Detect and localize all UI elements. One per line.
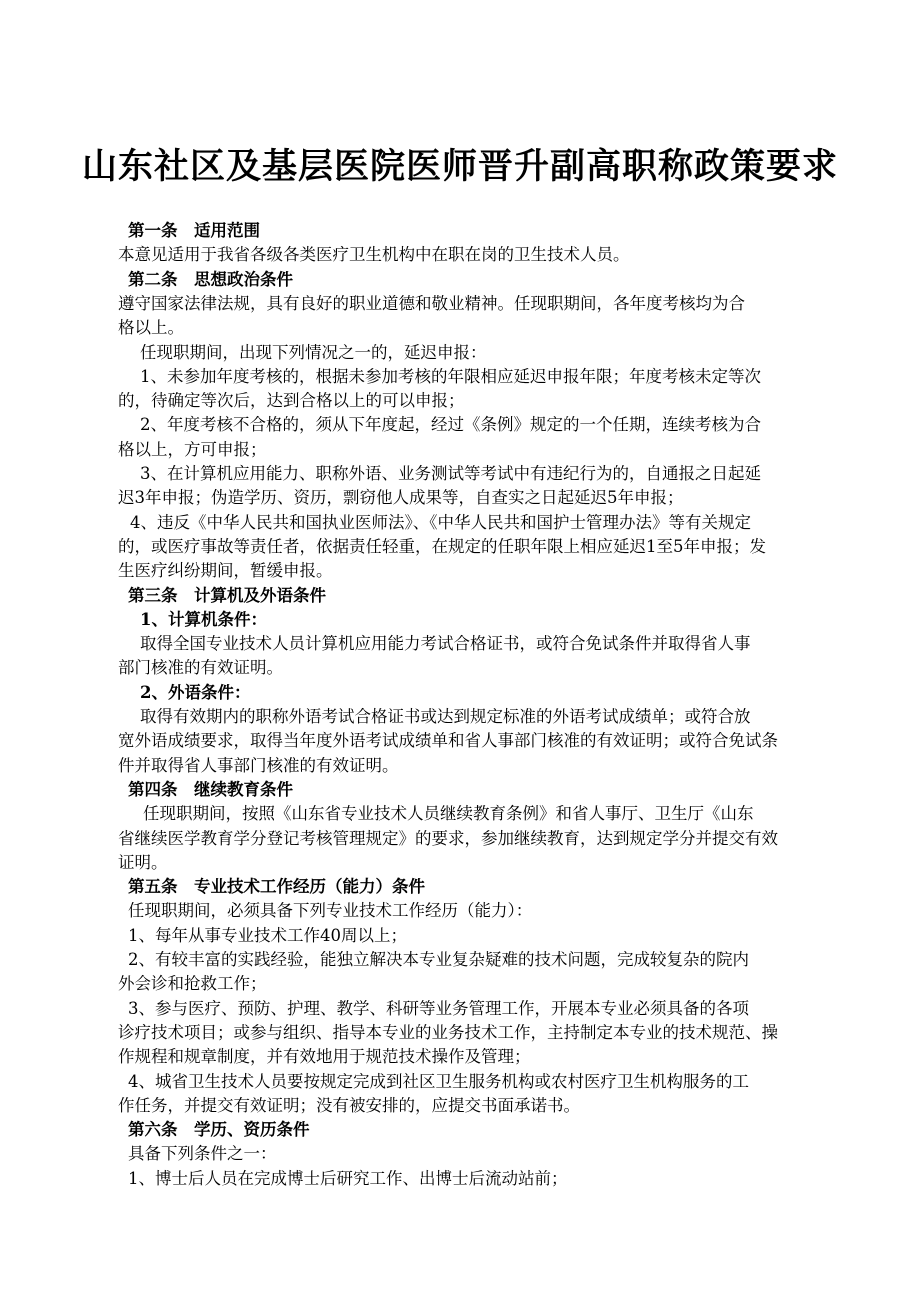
- paragraph-line: 宽外语成绩要求，取得当年度外语考试成绩单和省人事部门核准的有效证明；或符合免试条: [118, 731, 778, 751]
- section-heading: 1、计算机条件：: [140, 609, 267, 629]
- paragraph-line: 1、未参加年度考核的，根据未参加考核的年限相应延迟申报年限；年度考核未定等次: [140, 366, 761, 386]
- section-heading: 第二条 思想政治条件: [128, 269, 293, 289]
- paragraph-line: 的，或医疗事故等责任者，依据责任轻重，在规定的任职年限上相应延迟1至5年申报；发: [118, 536, 766, 556]
- paragraph-line: 2、有较丰富的实践经验，能独立解决本专业复杂疑难的技术问题，完成较复杂的院内: [128, 950, 749, 969]
- section-heading: 第三条 计算机及外语条件: [128, 585, 326, 605]
- paragraph-line: 任现职期间，出现下列情况之一的，延迟申报：: [140, 342, 487, 362]
- paragraph-line: 任现职期间，必须具备下列专业技术工作经历（能力）：: [128, 901, 533, 921]
- paragraph-line: 1、博士后人员在完成博士后研究工作、出博士后流动站前；: [128, 1168, 568, 1188]
- paragraph-line: 2、年度考核不合格的，须从下年度起，经过《条例》规定的一个任期，连续考核为合: [140, 415, 761, 435]
- paragraph-line: 1、每年从事专业技术工作40周以上；: [128, 925, 407, 945]
- paragraph-line: 格以上，方可申报；: [118, 439, 267, 459]
- paragraph-line: 作任务，并提交有效证明；没有被安排的，应提交书面承诺书。: [118, 1095, 580, 1115]
- paragraph-line: 4、违反《中华人民共和国执业医师法》、《中华人民共和国护士管理办法》等有关规定: [130, 512, 751, 532]
- paragraph-line: 部门核准的有效证明。: [118, 658, 283, 678]
- paragraph-line: 3、在计算机应用能力、职称外语、业务测试等考试中有违纪行为的，自通报之日起延: [140, 464, 761, 483]
- paragraph-line: 外会诊和抢救工作；: [118, 974, 267, 994]
- paragraph-line: 取得全国专业技术人员计算机应用能力考试合格证书，或符合免试条件并取得省人事: [140, 634, 751, 654]
- paragraph-line: 省继续医学教育学分登记考核管理规定》的要求，参加继续教育，达到规定学分并提交有效: [118, 828, 778, 848]
- paragraph-line: 迟3年申报；伪造学历、资历，剽窃他人成果等，自查实之日起延迟5年申报；: [118, 488, 684, 508]
- paragraph-line: 具备下列条件之一：: [128, 1144, 277, 1164]
- paragraph-line: 诊疗技术项目；或参与组织、指导本专业的业务技术工作，主持制定本专业的技术规范、操: [118, 1022, 778, 1042]
- paragraph-line: 遵守国家法律法规，具有良好的职业道德和敬业精神。任现职期间，各年度考核均为合: [118, 293, 745, 313]
- document-title: 山东社区及基层医院医师晋升副高职称政策要求: [81, 146, 838, 187]
- paragraph-line: 件并取得省人事部门核准的有效证明。: [118, 755, 399, 775]
- paragraph-line: 取得有效期内的职称外语考试合格证书或达到规定标准的外语考试成绩单；或符合放: [140, 707, 751, 726]
- paragraph-line: 4、城省卫生技术人员要按规定完成到社区卫生服务机构或农村医疗卫生机构服务的工: [128, 1071, 749, 1091]
- section-heading: 第六条 学历、资历条件: [128, 1120, 310, 1140]
- paragraph-line: 格以上。: [118, 318, 184, 338]
- section-heading: 第四条 继续教育条件: [128, 779, 293, 799]
- section-heading: 第一条 适用范围: [128, 221, 260, 240]
- paragraph-line: 生医疗纠纷期间，暂缓申报。: [118, 561, 333, 581]
- paragraph-line: 任现职期间，按照《山东省专业技术人员继续教育条例》和省人事厅、卫生厅《山东: [143, 804, 754, 824]
- section-heading: 2、外语条件：: [140, 682, 251, 702]
- section-heading: 第五条 专业技术工作经历（能力）条件: [128, 877, 425, 897]
- paragraph-line: 证明。: [118, 852, 168, 872]
- paragraph-line: 的，待确定等次后，达到合格以上的可以申报；: [118, 391, 465, 411]
- paragraph-line: 作规程和规章制度，并有效地用于规范技术操作及管理；: [118, 1047, 531, 1067]
- paragraph-line: 本意见适用于我省各级各类医疗卫生机构中在职在岗的卫生技术人员。: [118, 245, 630, 265]
- paragraph-line: 3、参与医疗、预防、护理、教学、科研等业务管理工作，开展本专业必须具备的各项: [128, 998, 749, 1018]
